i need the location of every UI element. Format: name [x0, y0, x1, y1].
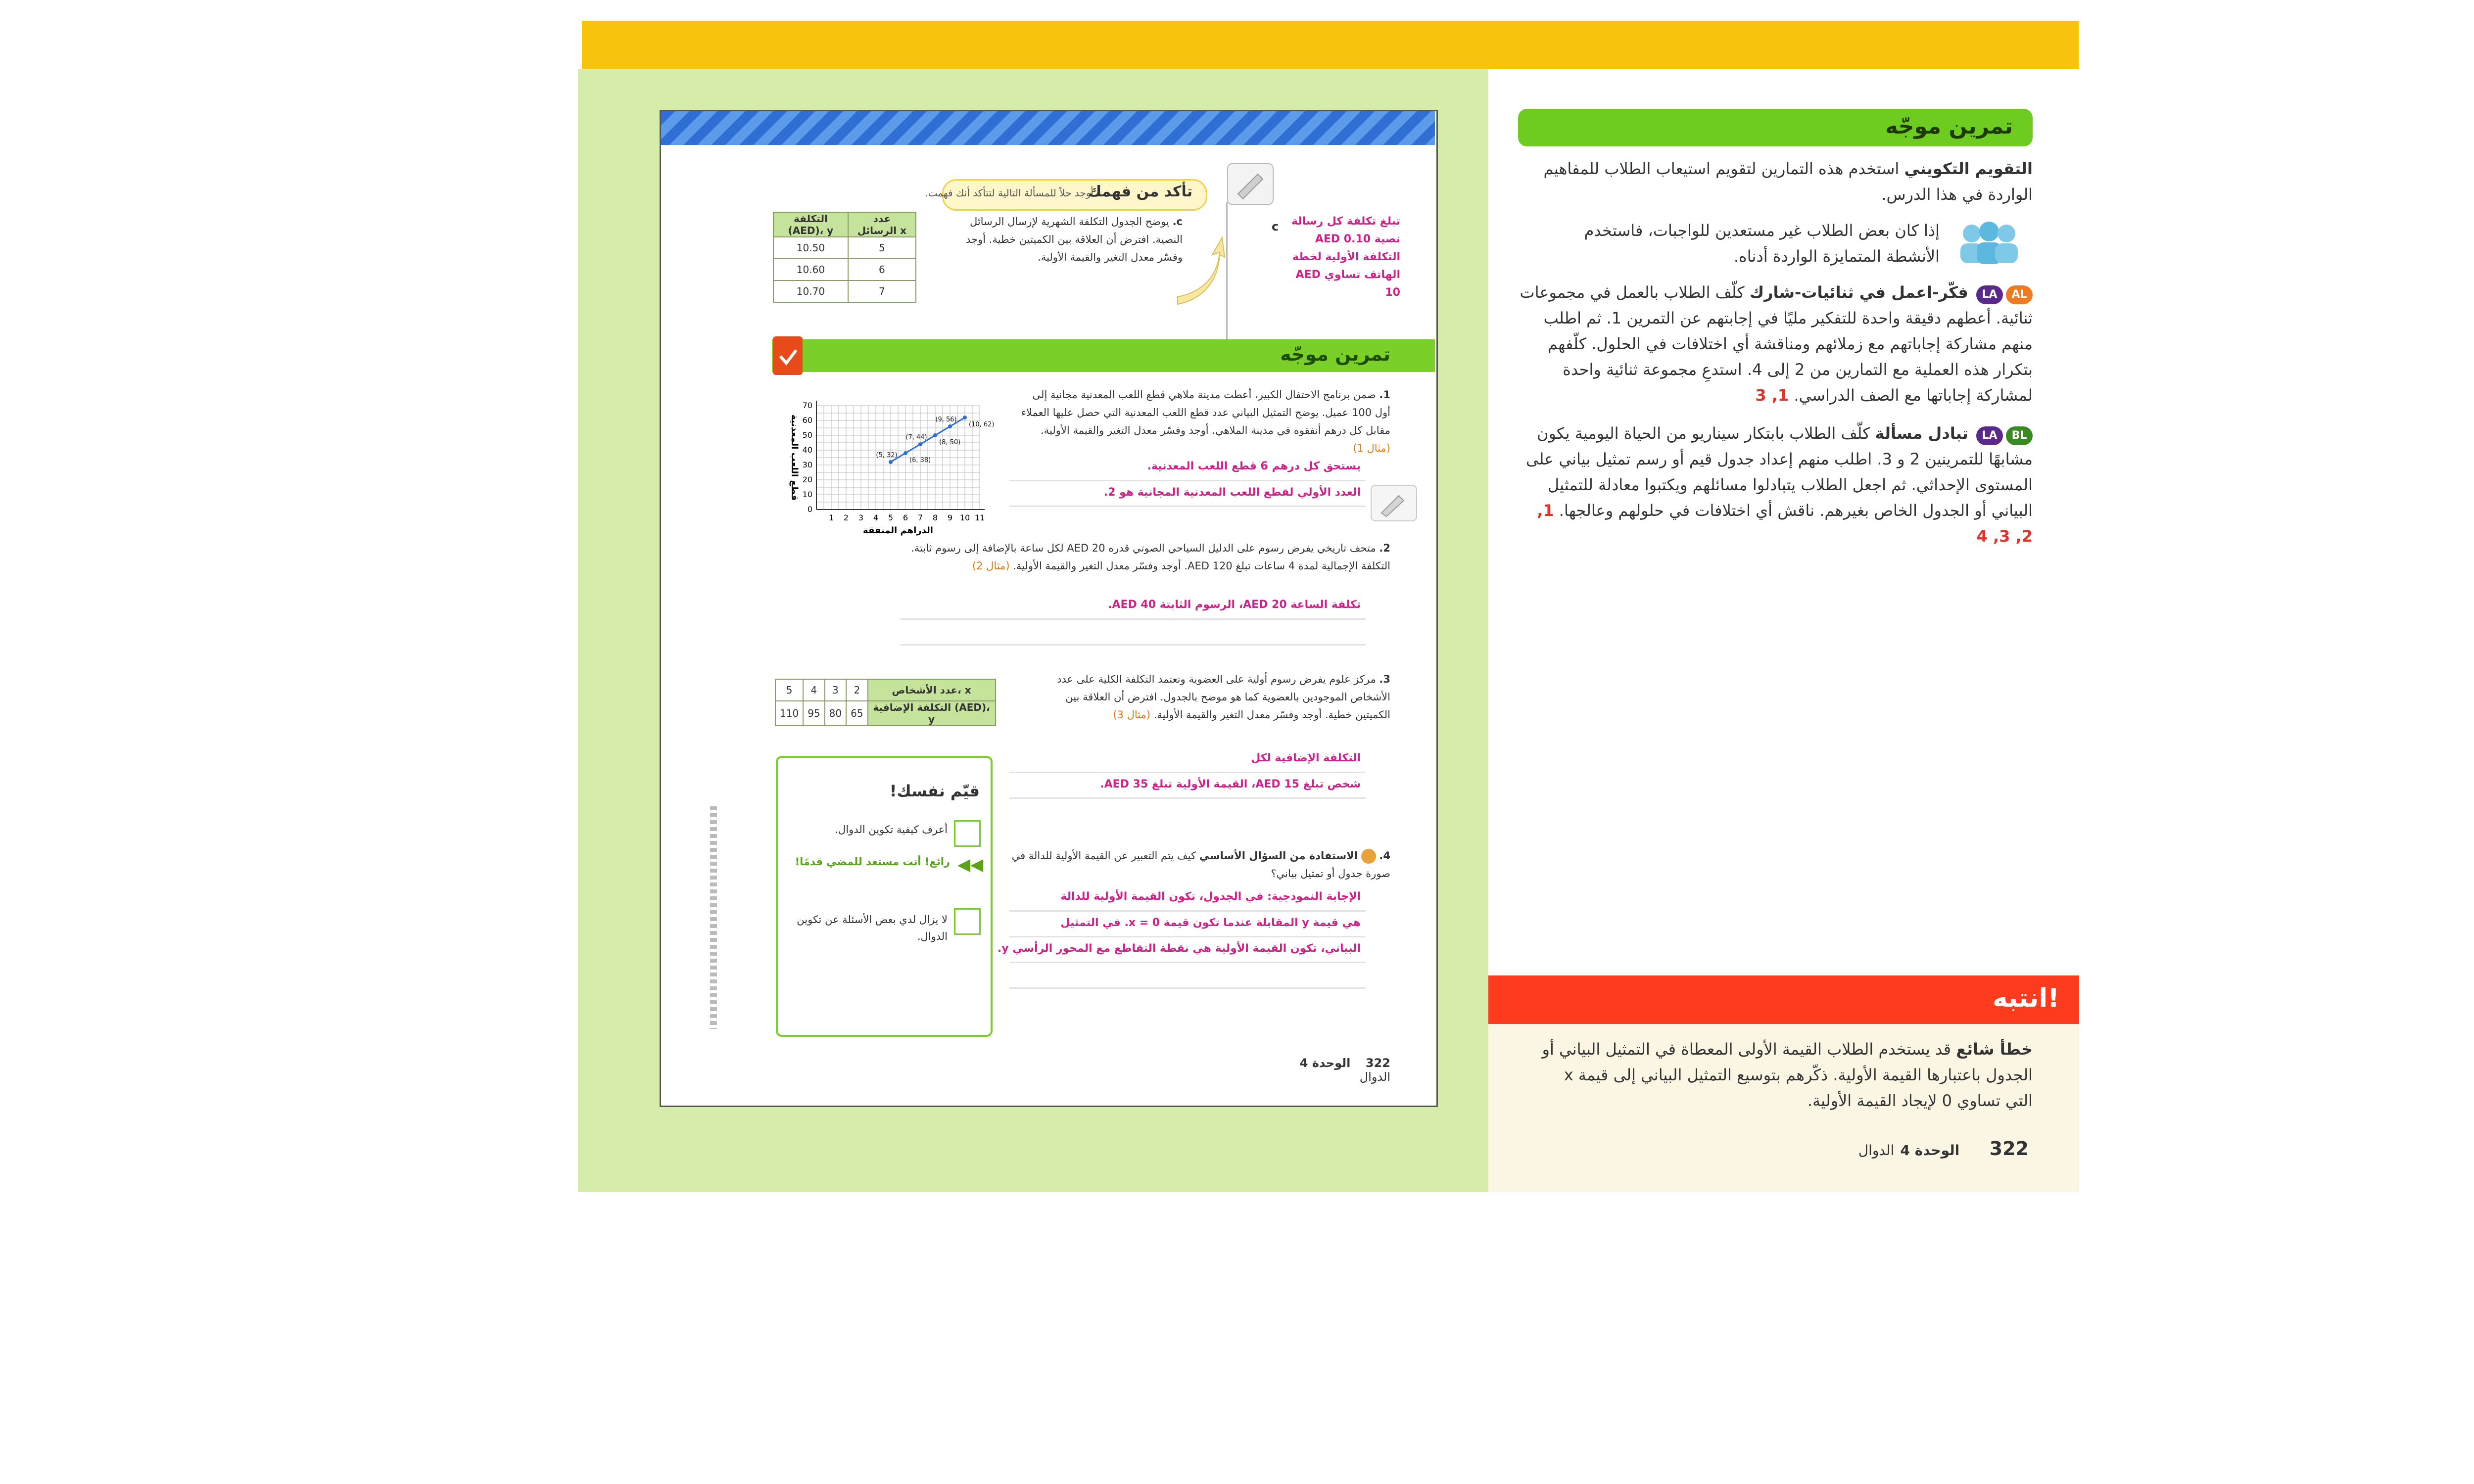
data-point: [889, 460, 893, 464]
y-tick-label: 10: [802, 490, 812, 499]
x-tick-label: 3: [858, 513, 864, 522]
forward-arrows-icon: ◀◀: [957, 855, 984, 875]
checkmark-icon: [773, 336, 803, 375]
self-checkbox-1[interactable]: [954, 820, 981, 847]
q3-cell: 4: [803, 679, 824, 701]
c-table-cell: 10.50: [773, 237, 848, 259]
c-table: [773, 212, 916, 303]
x-tick-label: 2: [843, 513, 849, 522]
c-label: c.: [1172, 216, 1183, 228]
data-point: [963, 416, 967, 419]
check-understanding-bar: [772, 179, 1207, 210]
question-icon: [1361, 849, 1376, 864]
badge-la: LA: [1976, 426, 2003, 445]
q3-cell: 2: [846, 679, 867, 701]
answer-line: [1009, 987, 1366, 989]
page-header-stripe: [661, 111, 1435, 145]
q3-cell: 5: [775, 679, 803, 701]
page-footer-number: 322: [1365, 1056, 1390, 1070]
x-tick-label: 10: [959, 513, 970, 522]
q2-text: متحف تاريخي يفرض رسوم على الدليل السياحي الصوتي قدره AED 20 لكل ساعة بالإضافة إلى رسوم ثابتة. التكلفة الإجمالية لمدة 4 ساعات تبلغ AED 120. أوجد وفسّر معدل التغير والقيمة الأولية.: [911, 542, 1390, 572]
x-tick-label: 8: [932, 513, 938, 522]
self-great: رائع! أنت مستعد للمضي قدمًا!: [795, 856, 950, 868]
point-label: (10, 62): [969, 421, 995, 428]
x-tick-label: 4: [873, 513, 879, 522]
top-color-bar: [582, 21, 2079, 69]
q3-answer-2: شخص تبلغ AED 15، القيمة الأولية تبلغ AED 35.: [1100, 778, 1361, 790]
badge-la: LA: [1976, 285, 2003, 304]
teacher-footer-number: 322: [1989, 1138, 2029, 1159]
page-footer-unit: الوحدة 4: [1299, 1056, 1351, 1070]
c-answer-line: نصية AED 0.10: [1315, 233, 1400, 245]
data-point: [948, 424, 952, 428]
q4-answer-2: هي قيمة y المقابلة عندما تكون قيمة x = 0. في التمثيل: [1060, 917, 1361, 929]
q4-answer-3: البياني، تكون القيمة الأولية هي نقطة التقاطع مع المحور الرأسي y.: [997, 942, 1361, 955]
self-checkbox-2[interactable]: [954, 908, 981, 935]
q1-text: ضمن برنامج الاحتفال الكبير، أعطت مدينة ملاهي قطع اللعب المعدنية مجانية إلى أول 100 عميل. يوضح التمثيل البياني عدد قطع اللعب المعدنية التي حصل عليها العملاء مقابل كل درهم أنفقوه في مدينة الملاهي. أوجد وفسّر معدل التغير والقيمة الأولية.: [1021, 389, 1390, 436]
q3-cell: 80: [825, 701, 846, 726]
page-guided-banner: [772, 339, 1435, 372]
x-tick-label: 9: [947, 513, 953, 522]
point-label: (9, 56): [935, 416, 957, 423]
watch-out-banner: [1488, 975, 2079, 1024]
check-subtitle: أوجد حلاً للمسألة التالية لتتأكد أنك فهمت.: [925, 187, 1094, 199]
q3-cell: 95: [803, 701, 824, 726]
c-table-header-cost: التكلفة (AED)، y: [773, 212, 848, 237]
self-option-2: لا يزال لدي بعض الأسئلة عن تكوين الدوال.: [797, 914, 948, 942]
formative-assessment: [1518, 156, 2033, 207]
q4-title: الاستفادة من السؤال الأساسي: [1199, 850, 1358, 862]
activity-problem-swap: [1518, 420, 2033, 549]
teacher-footer: [1831, 1138, 2029, 1159]
c-answer-line: الهاتف تساوي AED 10: [1295, 269, 1400, 299]
c-table-cell: 10.60: [773, 259, 848, 280]
teacher-footer-title: الدوال: [1858, 1142, 1895, 1159]
q1-number: 1.: [1379, 389, 1390, 401]
q3-row2-label: التكلفة الإضافية (AED)، y: [868, 701, 996, 726]
q4-text: كيف يتم التعبير عن القيمة الأولية للدالة في صورة جدول أو تمثيل بياني؟: [1011, 850, 1390, 880]
x-axis-label: الدراهم المنفقة: [863, 525, 933, 536]
teacher-footer-unit: الوحدة 4: [1900, 1142, 1960, 1159]
badge-al: AL: [2006, 285, 2033, 304]
x-tick-label: 7: [917, 513, 923, 522]
y-axis-label: قطع اللعب المعدنية: [789, 414, 800, 501]
answer-line: [1009, 936, 1366, 937]
students-group-icon: [1950, 218, 2029, 267]
y-tick-label: 0: [807, 505, 812, 514]
pencil-icon: [1227, 163, 1274, 205]
activity-think-pair-share: [1518, 279, 2033, 408]
y-tick-label: 20: [802, 475, 812, 484]
answer-line: [901, 644, 1366, 646]
answer-line: [1009, 480, 1366, 481]
q3-cell: 3: [825, 679, 846, 701]
watch-out-title: انتبه!: [1992, 983, 2059, 1013]
activity2-refs: 1, 2, 3, 4: [1537, 501, 2033, 546]
c-answer-label: c: [1272, 220, 1279, 233]
c-table-cell: 10.70: [773, 280, 848, 302]
common-error-label: خطأ شائع: [1956, 1040, 2033, 1059]
q4: [1004, 847, 1390, 882]
self-option-1: أعرف كيفية تكوين الدوال.: [835, 824, 948, 835]
y-tick-label: 70: [802, 401, 812, 410]
q2: [901, 539, 1390, 575]
answer-line: [1009, 797, 1366, 799]
x-tick-label: 6: [903, 513, 908, 522]
c-table-cell: 5: [848, 237, 916, 259]
arrow-graphic: [1173, 232, 1227, 307]
q3-example: (مثال 3): [1113, 709, 1151, 721]
y-tick-label: 50: [802, 430, 812, 440]
q3: [1039, 670, 1390, 724]
data-point: [904, 451, 907, 455]
x-tick-label: 11: [974, 513, 985, 522]
q3-table: [775, 679, 996, 726]
c-answer: [1282, 213, 1400, 302]
c-answer-line: تبلغ تكلفة كل رسالة: [1291, 215, 1400, 228]
y-tick-label: 30: [802, 460, 812, 469]
answer-line: [1009, 772, 1366, 773]
q2-answer: تكلفة الساعة AED 20، الرسوم الثابتة AED 40.: [1108, 599, 1361, 611]
q1: [1014, 386, 1390, 457]
q1-chart: [772, 391, 999, 544]
q2-example: (مثال 2): [972, 560, 1010, 572]
activity2-text: كلّف الطلاب بابتكار سيناريو من الحياة اليومية يكون مشابهًا للتمرينين 2 و 3. اطلب منهم إعداد جدول قيم أو رسم تمثيل بياني على المستوى الإحداثي. ثم اجعل الطلاب يتبادلوا مسائلهم ويكتبوا معادلة للتمثيل البياني أو الجدول الخاص بغيرهم. ناقش أي اختلافات في حلولهم وعالجها.: [1525, 424, 2033, 520]
common-error: [1534, 1036, 2033, 1113]
q3-number: 3.: [1379, 673, 1390, 685]
data-point: [918, 442, 922, 446]
y-tick-label: 60: [802, 416, 812, 425]
q1-answer-2: العدد الأولي لقطع اللعب المعدنية المجانية هو 2.: [1103, 486, 1361, 499]
point-label: (7, 44): [905, 434, 927, 441]
point-label: (5, 32): [876, 452, 898, 459]
point-label: (8, 50): [939, 439, 961, 446]
q1-answer-1: يستحق كل درهم 6 قطع اللعب المعدنية.: [1147, 460, 1361, 472]
point-label: (6, 38): [909, 457, 931, 464]
answer-line: [901, 618, 1366, 620]
common-error-text: قد يستخدم الطلاب القيمة الأولى المعطاة في التمثيل البياني أو الجدول باعتبارها القيمة الأولية. ذكّرهم بتوسيع التمثيل البياني إلى قيمة x التي تساوي 0 لإيجاد القيمة الأولية.: [1542, 1040, 2033, 1110]
struggle-note: إذا كان بعض الطلاب غير مستعدين للواجبات، فاستخدم الأنشطة المتمايزة الواردة أدناه.: [1584, 221, 1940, 266]
c-table-cell: 6: [848, 259, 916, 280]
formative-text: استخدم هذه التمارين لتقويم استيعاب الطلاب للمفاهيم الواردة في هذا الدرس.: [1543, 159, 2033, 204]
badge-bl: BL: [2006, 426, 2033, 445]
check-title: تأكد من فهمك: [1088, 183, 1192, 200]
answer-line: [1009, 910, 1366, 912]
q3-cell: 110: [775, 701, 803, 726]
self-title: قيّم نفسك!: [889, 782, 980, 800]
c-text: يوضح الجدول التكلفة الشهرية لإرسال الرسائل النصية. افترض أن العلاقة بين الكميتين خطية. أوجد وفسّر معدل التغير والقيمة الأولية.: [965, 216, 1183, 263]
q4-answer-1: الإجابة النموذجية: في الجدول، تكون القيمة الأولية للدالة: [1060, 890, 1361, 903]
q3-answer-1: التكلفة الإضافية لكل: [1251, 752, 1361, 764]
guided-practice-title: تمرين موجّه: [1885, 114, 2013, 139]
x-tick-label: 1: [828, 513, 834, 522]
c-table-cell: 7: [848, 280, 916, 302]
q3-cell: 65: [846, 701, 867, 726]
activity1-text: كلّف الطلاب بالعمل في مجموعات ثنائية. أعطهم دقيقة واحدة للتفكير مليًا في إجابتهم عن التمرين 1. ثم اطلب منهم مشاركة إجاباتهم مع زملائهم ومناقشة أي اختلافات في الحلول. كلّفهم بتكرار هذه العملية مع التمارين من 2 إلى 4. استدعِ مجموعة ثنائية واحدة لمشاركة إجاباتها مع الصف الدراسي.: [1520, 283, 2033, 405]
activity1-title: فكّر-اعمل في ثنائيات-شارك: [1749, 283, 1968, 302]
q4-number: 4.: [1379, 850, 1390, 862]
data-point: [933, 433, 937, 437]
activity1-refs: 1, 3: [1755, 386, 1789, 405]
c-question: [950, 213, 1183, 266]
page-footer: [1267, 1056, 1390, 1084]
page-guided-title: تمرين موجّه: [1280, 343, 1390, 365]
activity2-title: تبادل مسألة: [1875, 424, 1968, 443]
q3-text: مركز علوم يفرض رسوم أولية على العضوية وتعتمد التكلفة الكلية على عدد الأشخاص الموجودين بالعضوية كما هو موضح بالجدول. افترض أن العلاقة بين الكميتين خطية. أوجد وفسّر معدل التغير والقيمة الأولية.: [1057, 673, 1390, 721]
answer-line: [1009, 506, 1366, 507]
q2-number: 2.: [1379, 542, 1390, 554]
answer-line: [1009, 962, 1366, 963]
q1-example: (مثال 1): [1353, 442, 1390, 454]
y-tick-label: 40: [802, 445, 812, 455]
c-answer-line: التكلفة الأولية لخطة: [1292, 251, 1400, 263]
formative-label: التقويم التكويني: [1904, 159, 2033, 178]
copyright-vertical: [710, 806, 717, 1029]
pencil-icon: [1371, 485, 1417, 521]
q3-row1-label: عدد الأشخاص، x: [868, 679, 996, 701]
x-tick-label: 5: [888, 513, 894, 522]
guided-practice-banner: [1518, 109, 2033, 146]
c-table-header-messages: عدد الرسائل x: [848, 212, 916, 237]
page-footer-title: الدوال: [1359, 1070, 1390, 1084]
